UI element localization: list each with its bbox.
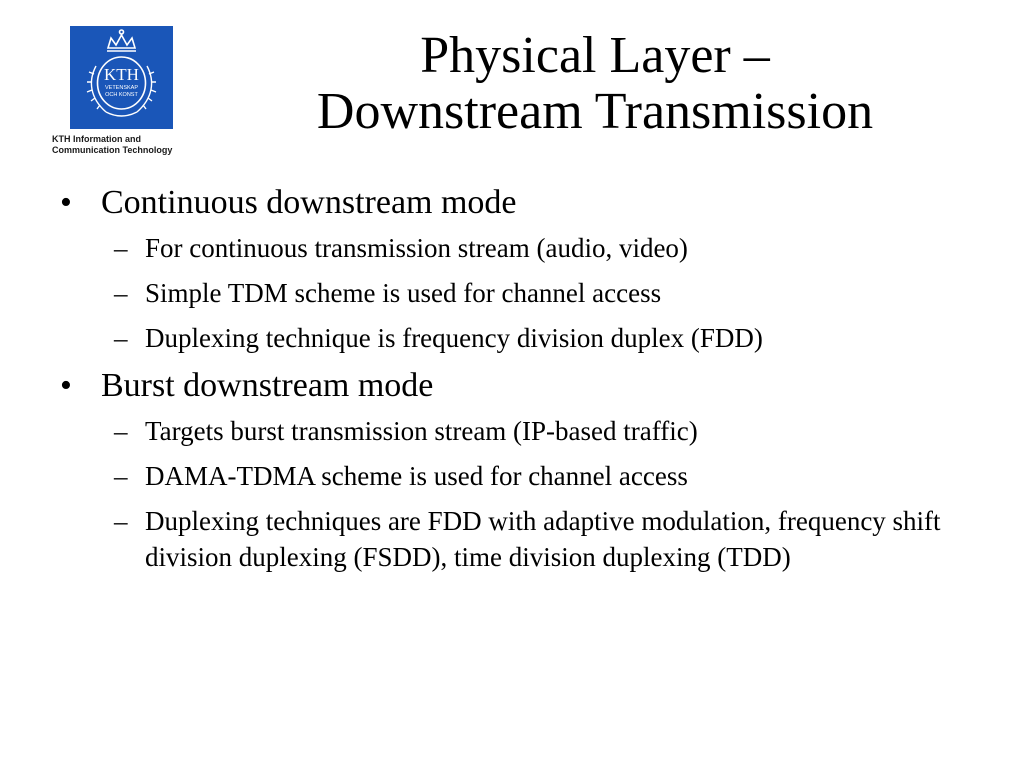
sub-bullet-item xyxy=(60,275,980,311)
emblem-text: KTH xyxy=(104,65,139,84)
sub-bullet-text: Duplexing technique is frequency division duplex (FDD) xyxy=(145,323,763,353)
bullet-list xyxy=(60,182,980,584)
sub-bullet-text: Targets burst transmission stream (IP-based traffic) xyxy=(145,416,698,446)
bullet-text: Burst downstream mode xyxy=(101,367,434,404)
sub-bullet-item xyxy=(60,458,980,494)
kth-logo xyxy=(52,26,192,160)
slide-title-line-2: Downstream Transmission xyxy=(316,83,874,140)
bullet-group xyxy=(60,365,980,575)
bullet-text: Continuous downstream mode xyxy=(101,184,517,221)
logo-caption-line-2: Communication Technology xyxy=(52,145,173,155)
sub-bullet-marker: – xyxy=(114,506,128,536)
bullet-group xyxy=(60,182,980,356)
sub-bullet-marker: – xyxy=(114,323,128,353)
sub-bullet-item xyxy=(60,230,980,266)
sub-bullet-item xyxy=(60,413,980,449)
kth-emblem-icon xyxy=(70,26,173,129)
logo-caption-line-1: KTH Information and xyxy=(52,134,141,144)
logo-caption xyxy=(52,134,192,156)
bullet-item xyxy=(60,182,980,224)
sub-bullet-marker: – xyxy=(114,233,128,263)
emblem-motto-2: OCH KONST xyxy=(105,92,138,98)
bullet-marker: • xyxy=(60,184,72,221)
bullet-item xyxy=(60,365,980,407)
sub-bullet-text: DAMA-TDMA scheme is used for channel access xyxy=(145,461,688,491)
slide-title-line-1: Physical Layer – xyxy=(420,27,770,84)
sub-bullet-marker: – xyxy=(114,461,128,491)
sub-bullet-text: Duplexing techniques are FDD with adaptive modulation, frequency shift division duplexing (FSDD), time division duplexing (TDD) xyxy=(145,506,941,572)
emblem-motto-1: VETENSKAP xyxy=(104,85,139,91)
sub-bullet-text: For continuous transmission stream (audio, video) xyxy=(145,233,688,263)
sub-bullet-item xyxy=(60,320,980,356)
sub-bullet-text: Simple TDM scheme is used for channel access xyxy=(145,278,662,308)
sub-bullet-marker: – xyxy=(114,278,128,308)
sub-bullet-item xyxy=(60,503,980,575)
bullet-marker: • xyxy=(60,367,72,404)
sub-bullet-marker: – xyxy=(114,416,128,446)
slide-title xyxy=(200,28,990,140)
